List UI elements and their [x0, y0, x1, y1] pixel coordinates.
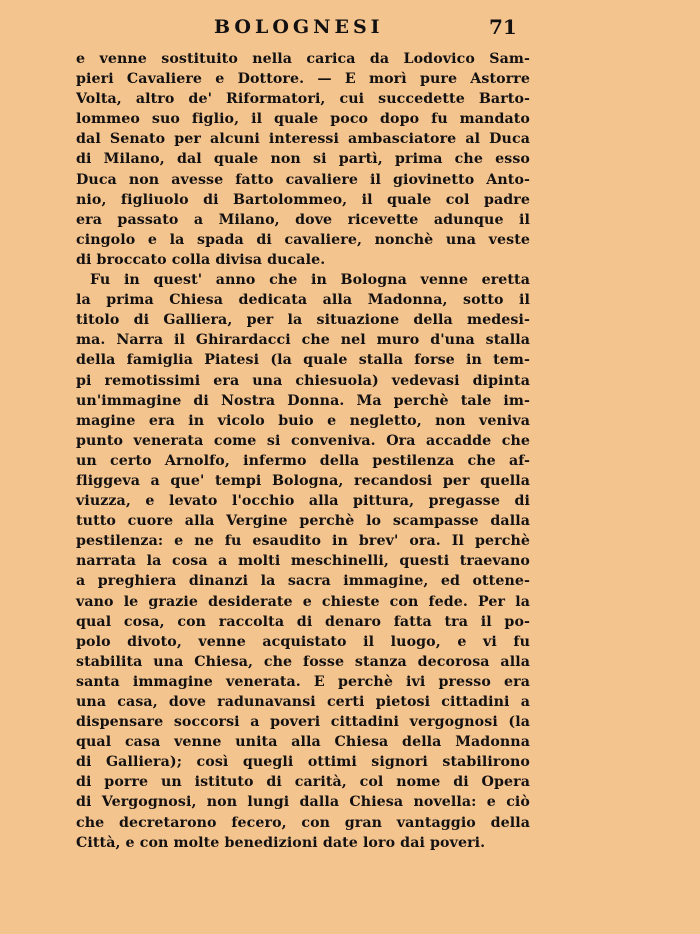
text-line: era passato a Milano, dove ricevette adunque il [76, 211, 530, 228]
text-line: a preghiera dinanzi la sacra immagine, ed ottene- [76, 573, 530, 590]
text-line: pieri Cavaliere e Dottore. — E morì pure Astorre [76, 71, 530, 88]
text-line: cingolo e la spada di cavaliere, nonchè una veste [76, 231, 530, 248]
text-line: Duca non avesse fatto cavaliere il giovinetto Anto- [76, 171, 530, 188]
text-line: dal Senato per alcuni interessi ambasciatore al Duca [76, 131, 530, 148]
text-line: di porre un istituto di carità, col nome di Opera [76, 774, 530, 791]
text-line: di broccato colla divisa ducale. [76, 251, 326, 268]
paragraph-first-line: Fu in quest' anno che in Bologna venne eretta [90, 272, 530, 289]
running-title: BOLOGNESI [214, 16, 384, 38]
text-line: vano le grazie desiderate e chieste con fede. Per la [76, 593, 530, 610]
text-line: qual casa venne unita alla Chiesa della Madonna [76, 734, 530, 751]
page-header [0, 14, 700, 42]
text-line: e venne sostituito nella carica da Lodovico Sam- [76, 51, 530, 67]
text-line: tutto cuore alla Vergine perchè lo scampasse dalla [76, 513, 530, 530]
text-line: fliggeva a que' tempi Bologna, recandosi per quella [76, 472, 530, 489]
text-line: di Milano, dal quale non si partì, prima che esso [76, 151, 530, 168]
text-line: pi remotissimi era una chiesuola) vedevasi dipinta [76, 372, 530, 389]
text-line: di Galliera); così quegli ottimi signori stabilirono [76, 754, 530, 771]
text-line: titolo di Galliera, per la situazione della medesi- [76, 312, 530, 329]
text-line: una casa, dove radunavansi certi pietosi cittadini a [76, 694, 530, 710]
page-number: 71 [489, 15, 517, 39]
text-line: Volta, altro de' Riformatori, cui succedette Barto- [76, 91, 530, 108]
text-line: pestilenza: e ne fu esaudito in brev' ora. Il perchè [76, 533, 530, 550]
text-line: punto venerata come si conveniva. Ora accadde che [76, 432, 530, 449]
text-line: ma. Narra il Ghirardacci che nel muro d'una stalla [76, 332, 530, 349]
text-line: che decretarono fecero, con gran vantaggio della [76, 814, 530, 831]
text-line: narrata la cosa a molti meschinelli, questi traevano [76, 553, 530, 570]
text-line: un certo Arnolfo, infermo della pestilenza che af- [76, 452, 530, 469]
text-line: stabilita una Chiesa, che fosse stanza decorosa alla [76, 653, 530, 670]
text-line: la prima Chiesa dedicata alla Madonna, sotto il [76, 292, 530, 309]
text-line: lommeo suo figlio, il quale poco dopo fu mandato [76, 111, 530, 128]
text-line: Città, e con molte benedizioni date loro dai poveri. [76, 834, 486, 851]
text-line: qual cosa, con raccolta di denaro fatta tra il po- [76, 613, 530, 630]
text-line: dispensare soccorsi a poveri cittadini vergognosi (la [76, 714, 530, 731]
text-line: santa immagine venerata. E perchè ivi presso era [76, 673, 530, 690]
text-line: magine era in vicolo buio e negletto, non veniva [76, 412, 530, 429]
text-line: nio, figliuolo di Bartolommeo, il quale col padre [76, 191, 530, 208]
text-line: viuzza, e levato l'occhio alla pittura, pregasse di [76, 493, 530, 510]
text-line: un'immagine di Nostra Donna. Ma perchè tale im- [76, 392, 530, 409]
text-line: di Vergognosi, non lungi dalla Chiesa novella: e ciò [76, 794, 530, 811]
text-line: polo divoto, venne acquistato il luogo, e vi fu [76, 633, 530, 650]
text-line: della famiglia Piatesi (la quale stalla forse in tem- [76, 352, 530, 369]
body-text [76, 49, 530, 853]
